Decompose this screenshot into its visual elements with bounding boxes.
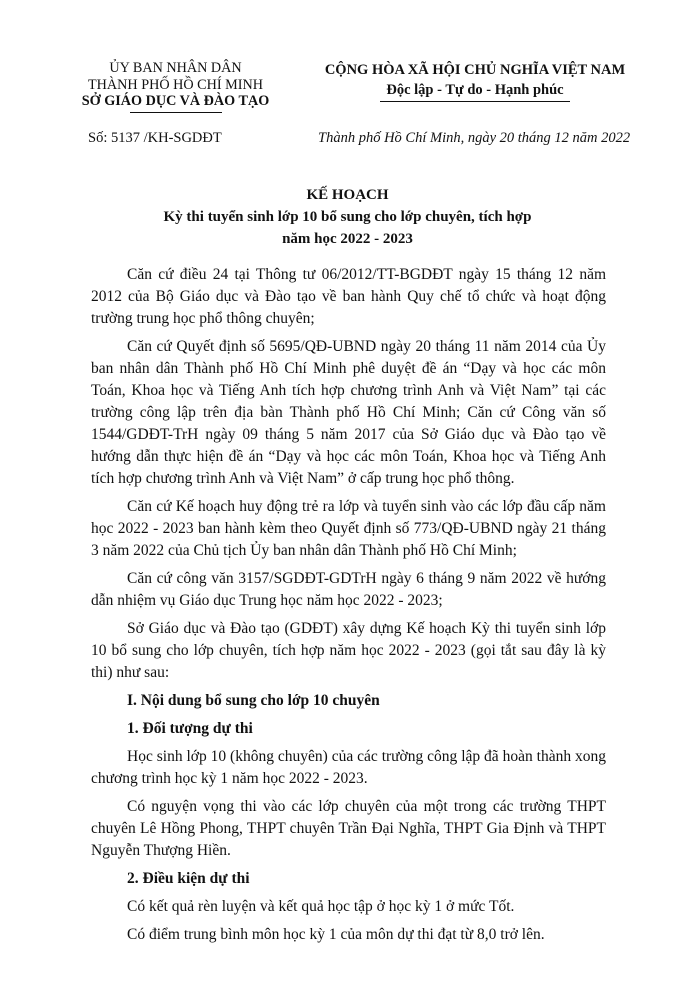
authority-underline (130, 112, 222, 113)
authority-line-1: ỦY BAN NHÂN DÂN (109, 60, 242, 76)
motto-underline (380, 101, 570, 102)
paragraph-intro: Sở Giáo dục và Đào tạo (GDĐT) xây dựng Kế hoạch Kỳ thi tuyển sinh lớp 10 bổ sung cho lớp chuyên, tích hợp năm học 2022 - 2023 (gọi tắt sau đây là kỳ thi) như sau: (91, 620, 606, 681)
national-motto (300, 60, 650, 102)
authority-line-2: THÀNH PHỐ HỒ CHÍ MINH (88, 76, 263, 93)
paragraph-legal-basis-3: Căn cứ Kế hoạch huy động trẻ ra lớp và tuyển sinh vào các lớp đầu cấp năm học 2022 - 2023 ban hành kèm theo Quyết định số 773/QĐ-UBND ngày 21 tháng 3 năm 2022 của Chủ tịch Ủy ban nhân dân Thành phố Hồ Chí Minh; (91, 498, 606, 559)
section-heading-1: I. Nội dung bổ sung cho lớp 10 chuyên (127, 692, 380, 709)
document-body (91, 264, 606, 952)
paragraph-eligibility-2: Có nguyện vọng thi vào các lớp chuyên của một trong các trường THPT chuyên Lê Hồng Phong, THPT chuyên Trần Đại Nghĩa, THPT Gia Định và THPT Nguyễn Thượng Hiền. (91, 798, 606, 859)
document-title (60, 184, 635, 250)
document-date: Thành phố Hồ Chí Minh, ngày 20 tháng 12 năm 2022 (318, 130, 631, 146)
title-sub-2: năm học 2022 - 2023 (282, 231, 413, 247)
paragraph-legal-basis-4: Căn cứ công văn 3157/SGDĐT-GDTrH ngày 6 tháng 9 năm 2022 về hướng dẫn nhiệm vụ Giáo dục Trung học năm học 2022 - 2023; (91, 570, 606, 609)
paragraph-legal-basis-1: Căn cứ điều 24 tại Thông tư 06/2012/TT-BGDĐT ngày 15 tháng 12 năm 2012 của Bộ Giáo dục và Đào tạo về ban hành Quy chế tổ chức và hoạt động trường trung học phổ thông chuyên; (91, 266, 606, 327)
paragraph-legal-basis-2: Căn cứ Quyết định số 5695/QĐ-UBND ngày 20 tháng 11 năm 2014 của Ủy ban nhân dân Thành phố Hồ Chí Minh phê duyệt đề án “Dạy và học các môn Toán, Khoa học và Tiếng Anh tích hợp chương trình Anh và Việt Nam” tại các trường công lập trên địa bàn Thành phố Hồ Chí Minh; Căn cứ Công văn số 1544/GDĐT-TrH ngày 09 tháng 5 năm 2017 của Sở Giáo dục và Đào tạo về hướng dẫn thực hiện đề án “Dạy và học các môn Toán, Khoa học và Tiếng Anh tích hợp chương trình Anh và Việt Nam” ở cấp trung học phổ thông. (91, 338, 606, 487)
subsection-heading-1: 1. Đối tượng dự thi (127, 720, 253, 737)
title-main: KẾ HOẠCH (306, 187, 389, 203)
country-name: CỘNG HÒA XÃ HỘI CHỦ NGHĨA VIỆT NAM (324, 62, 626, 78)
paragraph-condition-1: Có kết quả rèn luyện và kết quả học tập ở học kỳ 1 ở mức Tốt. (127, 898, 515, 915)
motto: Độc lập - Tự do - Hạnh phúc (386, 82, 564, 98)
title-sub-1: Kỳ thi tuyển sinh lớp 10 bổ sung cho lớp chuyên, tích hợp (163, 209, 532, 225)
issuing-authority (68, 60, 283, 113)
subsection-heading-2: 2. Điều kiện dự thi (127, 870, 250, 887)
document-number: Số: 5137 /KH-SGDĐT (88, 130, 222, 146)
authority-line-3: SỞ GIÁO DỤC VÀ ĐÀO TẠO (81, 93, 270, 109)
paragraph-condition-2: Có điểm trung bình môn học kỳ 1 của môn dự thi đạt từ 8,0 trở lên. (127, 926, 545, 943)
paragraph-eligibility-1: Học sinh lớp 10 (không chuyên) của các trường công lập đã hoàn thành xong chương trình học kỳ 1 năm học 2022 - 2023. (91, 748, 606, 787)
